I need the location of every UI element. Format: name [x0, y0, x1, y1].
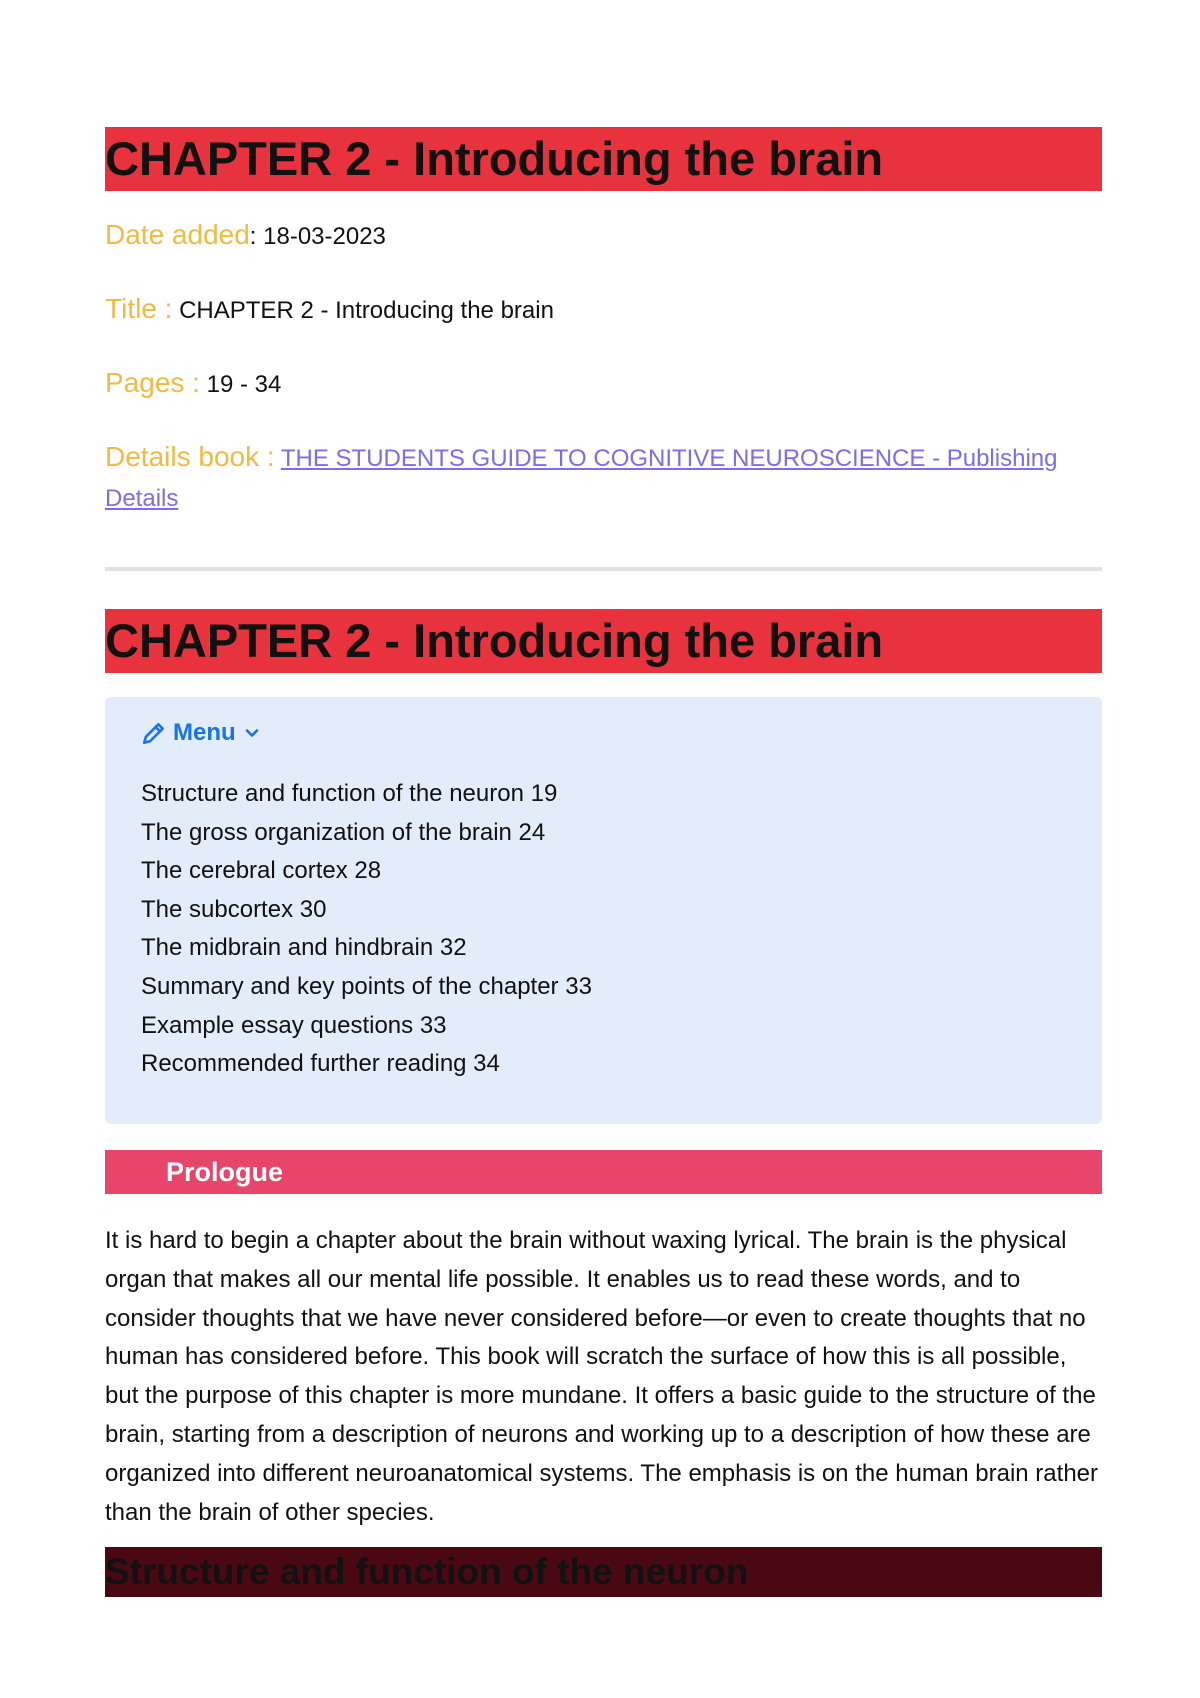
prologue-text: It is hard to begin a chapter about the brain without waxing lyrical. The brain is the physical organ that makes all our mental life possible. It enables us to read these words, and to consider thoughts that we have never considered before—or even to create thoughts that no human has considered before. This book will scratch the surface of how this is all possible, but the purpose of this chapter is more mundane. It offers a basic guide to the structure of the brain, starting from a description of neurons and working up to a description of how these are organized into different neuroanatomical systems. The emphasis is on the human brain rather than the brain of other species.: [105, 1226, 1098, 1527]
menu-item[interactable]: Structure and function of the neuron 19: [141, 780, 558, 807]
page-title: CHAPTER 2 - Introducing the brain: [105, 127, 1102, 191]
menu-item[interactable]: Recommended further reading 34: [141, 1050, 500, 1078]
chevron-down-icon: [244, 725, 260, 741]
date-added-row: [105, 215, 1102, 257]
menu-list: [141, 775, 1066, 1084]
pages-label: Pages :: [105, 367, 200, 398]
menu-toggle[interactable]: [141, 715, 1066, 751]
prologue-heading: Prologue: [105, 1150, 1102, 1194]
details-book-label: Details book :: [105, 441, 275, 472]
menu-item[interactable]: The cerebral cortex 28: [141, 857, 382, 885]
details-book-row: [105, 437, 1102, 519]
menu-item[interactable]: The midbrain and hindbrain 32: [141, 934, 467, 962]
menu-item[interactable]: The gross organization of the brain 24: [141, 818, 546, 846]
title-row: [105, 289, 1102, 331]
date-added-value: 18-03-2023: [263, 223, 386, 250]
title-label: Title :: [105, 293, 173, 324]
pages-value: 19 - 34: [206, 371, 282, 398]
pages-row: [105, 363, 1102, 405]
details-book-link[interactable]: THE STUDENTS GUIDE TO COGNITIVE NEUROSCIENCE - Publishing Details: [105, 445, 1058, 512]
menu-item[interactable]: Example essay questions 33: [141, 1011, 447, 1039]
pencil-icon: [141, 720, 167, 746]
chapter-title: CHAPTER 2 - Introducing the brain: [105, 609, 1102, 673]
date-added-separator: :: [249, 223, 257, 250]
section-heading: Structure and function of the neuron: [105, 1547, 1102, 1597]
document-page: [105, 127, 1102, 1597]
title-value: CHAPTER 2 - Introducing the brain: [179, 297, 554, 324]
menu-item[interactable]: Summary and key points of the chapter 33: [141, 972, 592, 1000]
table-of-contents: [105, 697, 1102, 1124]
date-added-label: Date added: [105, 219, 250, 250]
menu-label: Menu: [173, 719, 236, 746]
menu-item[interactable]: The subcortex 30: [141, 895, 327, 923]
